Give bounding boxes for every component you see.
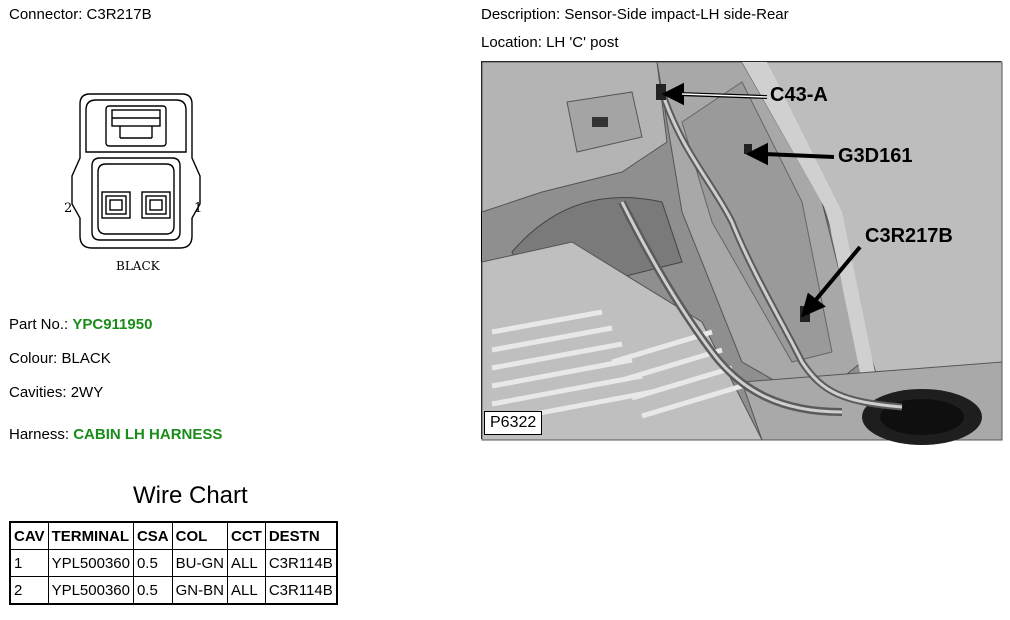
table-cell: 0.5: [133, 550, 172, 577]
location-value: LH 'C' post: [546, 34, 619, 51]
header-cct: CCT: [227, 522, 265, 550]
description-line: [481, 6, 789, 23]
location-label: Location:: [481, 34, 542, 51]
connector-line: [9, 6, 152, 23]
table-cell: 2: [10, 577, 48, 605]
header-terminal: TERMINAL: [48, 522, 133, 550]
wire-chart-table: [9, 521, 338, 605]
pin-label-2: 2: [64, 201, 73, 216]
part-number-line: [9, 316, 152, 333]
description-value: Sensor-Side impact-LH side-Rear: [564, 6, 789, 23]
table-cell: C3R114B: [265, 550, 336, 577]
colour-value: BLACK: [61, 350, 111, 367]
cavities-value: 2WY: [70, 384, 104, 401]
table-cell: GN-BN: [172, 577, 227, 605]
header-col: COL: [172, 522, 227, 550]
harness-link[interactable]: CABIN LH HARNESS: [73, 426, 223, 443]
header-destn: DESTN: [265, 522, 336, 550]
table-cell: YPL500360: [48, 577, 133, 605]
connector-diagram: [66, 86, 206, 281]
colour-line: [9, 350, 111, 367]
vehicle-interior-illustration: [482, 62, 1002, 440]
connector-cavity-block: [92, 158, 180, 240]
location-line: [481, 34, 618, 51]
header-cav: CAV: [10, 522, 48, 550]
photo-reference: P6322: [484, 411, 542, 435]
table-row: [10, 550, 337, 577]
table-cell: C3R114B: [265, 577, 336, 605]
table-cell: ALL: [227, 550, 265, 577]
cavities-line: [9, 384, 103, 401]
pin-label-1: 1: [194, 201, 203, 216]
table-cell: BU-GN: [172, 550, 227, 577]
wire-chart-title: Wire Chart: [133, 482, 248, 509]
cavities-label: Cavities:: [9, 384, 67, 401]
connector-value: C3R217B: [86, 6, 152, 23]
harness-label: Harness:: [9, 426, 70, 443]
header-csa: CSA: [133, 522, 172, 550]
diagram-colour-label: BLACK: [116, 259, 160, 273]
table-cell: 1: [10, 550, 48, 577]
wire-chart-header-row: [10, 522, 337, 550]
callout-g3d161: G3D161: [838, 145, 913, 167]
connector-outer-housing: [72, 94, 203, 248]
table-cell: ALL: [227, 577, 265, 605]
location-photo: [481, 61, 1001, 439]
callout-c43a: C43-A: [770, 84, 828, 106]
table-cell: YPL500360: [48, 550, 133, 577]
connector-label: Connector:: [9, 6, 83, 23]
part-number-label: Part No.:: [9, 316, 69, 333]
part-number-link[interactable]: YPC911950: [72, 316, 153, 333]
table-row: [10, 577, 337, 605]
callout-c3r217b: C3R217B: [865, 225, 953, 247]
table-cell: 0.5: [133, 577, 172, 605]
description-label: Description:: [481, 6, 561, 23]
colour-label: Colour:: [9, 350, 58, 367]
harness-line: [9, 426, 222, 443]
